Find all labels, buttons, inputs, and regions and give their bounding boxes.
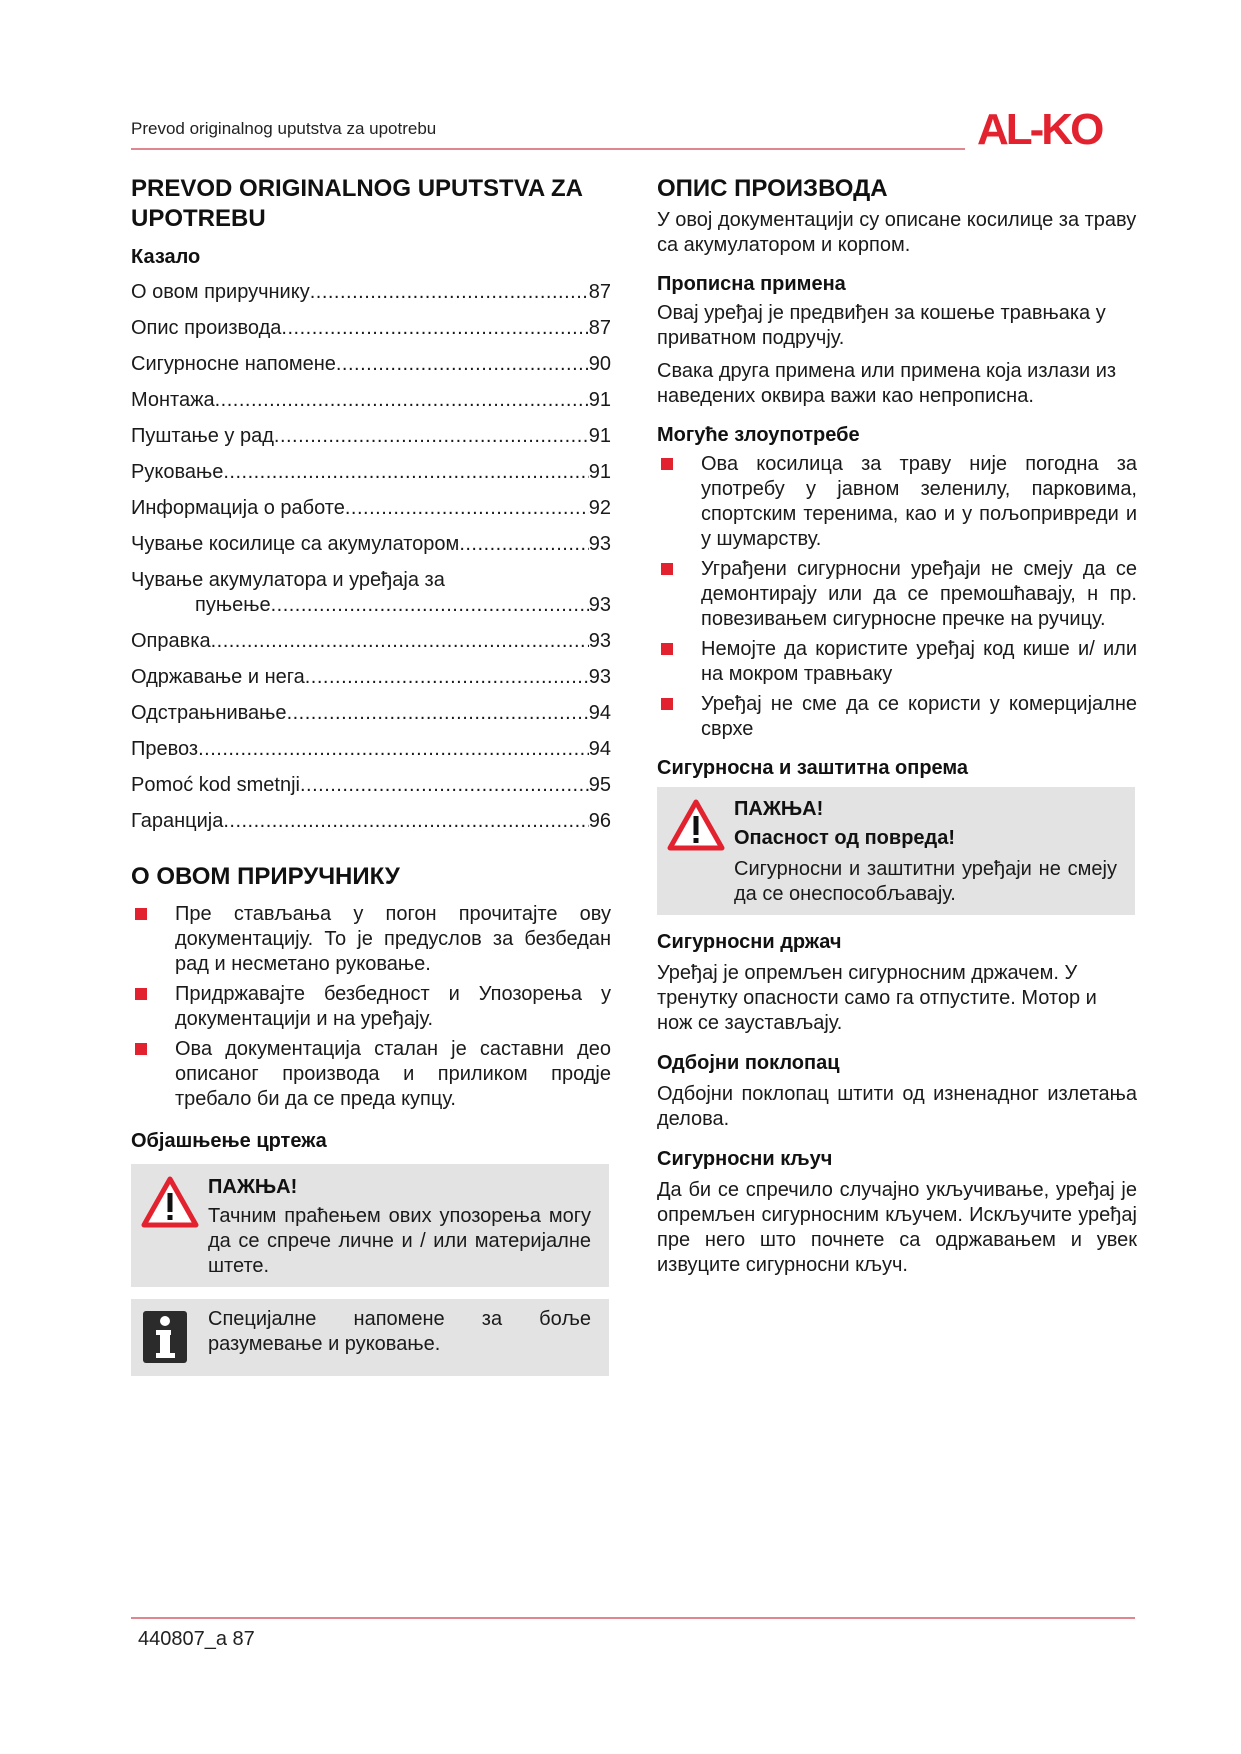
toc-item-title: Одстрањнивање [131,702,287,724]
table-of-contents [131,280,611,834]
toc-item[interactable] [131,737,611,762]
toc-item-title: Оправка [131,630,211,652]
alko-logo [977,108,1137,150]
bullet-square-icon [661,643,673,655]
toc-item-title: Pomoć kod smetnji [131,774,300,796]
warning-triangle-icon [667,799,725,851]
list-item: Ова косилица за траву није погодна за употребу у јавном зеленилу, парковима, спортским теренима, као и у пољопривреди и у шумарству. [657,452,1137,552]
bullet-square-icon [135,908,147,920]
toc-item-page: 87 [588,317,611,339]
list-item: Пре стављања у погон прочитајте ову документацију. То је предуслов за безбедан рад и несметано руковање. [131,902,611,977]
toc-item[interactable] [131,352,611,377]
right-column [657,174,1137,1278]
danger-subtitle: Опасност од повреда! [734,827,956,849]
toc-item-title: Руковање [131,461,224,483]
toc-item[interactable] [131,809,611,834]
toc-item[interactable] [131,665,611,690]
bullet-square-icon [661,458,673,470]
deflector-cover-text: Одбојни поклопац штити од изненадног излетања делова. [657,1083,1137,1130]
product-description-title: ОПИС ПРОИЗВОДА [657,175,888,202]
toc-item-page: 93 [588,630,611,652]
danger-text: Сигурносни и заштитни уређаји не смеју да се онеспособљавају. [734,858,1117,905]
toc-item-page: 90 [588,353,611,375]
left-column [131,174,611,1376]
bullet-square-icon [661,698,673,710]
info-box [131,1299,609,1376]
toc-item-page: 96 [588,810,611,832]
danger-warning-box [657,787,1135,915]
toc-heading: Казало [131,246,201,268]
bullet-square-icon [135,1043,147,1055]
toc-item[interactable] [131,568,611,618]
header-divider [131,148,965,150]
misuse-title: Могуће злоупотребе [657,424,860,446]
alko-logo-text: AL-KO [977,108,1102,150]
about-section-title: О ОВОМ ПРИРУЧНИКУ [131,863,400,890]
toc-item[interactable] [131,496,611,521]
toc-item[interactable] [131,388,611,413]
toc-item-title: Опис производа [131,317,282,339]
list-item: Немојте да користите уређај код кише и/ или на мокром травњаку [657,637,1137,687]
legend-title: Објашњење цртежа [131,1130,327,1152]
list-item: Придржавајте безбедност и Упозорења у документацији и на уређају. [131,982,611,1032]
warning-box [131,1164,609,1287]
toc-item-title: Одржавање и нега [131,666,305,688]
toc-item-title: Сигурносне напомене [131,353,336,375]
warning-text: Тачним праћењем ових упозорења могу да се спрече личне и / или материјалне штете. [208,1205,591,1277]
toc-item-page: 93 [588,594,611,616]
product-intro: У овој документацији су описане косилице за траву са акумулатором и корпом. [657,209,1137,256]
bullet-square-icon [135,988,147,1000]
toc-item-page: 94 [588,702,611,724]
toc-item-title: Превоз [131,738,199,760]
toc-item-title: Чување косилице са акумулатором [131,533,460,555]
toc-item-title: О овом приручнику [131,281,310,303]
toc-item-title: Монтажа [131,389,215,411]
bullet-square-icon [661,563,673,575]
toc-item[interactable] [131,773,611,798]
toc-item[interactable] [131,424,611,449]
toc-item-page: 93 [588,533,611,555]
toc-item[interactable] [131,701,611,726]
intended-use-text-1: Овај уређај је предвиђен за кошење травњака у приватном подручју. [657,302,1106,349]
toc-item-page: 93 [588,666,611,688]
toc-item-title: Чување акумулатора и уређаја за [131,569,445,591]
toc-item-title: Информација о работе [131,497,345,519]
about-bullet-list [131,902,611,1112]
toc-item-title: Пуштање у рад [131,425,274,447]
footer-divider [131,1617,1135,1619]
toc-item-page: 92 [588,497,611,519]
safety-key-text: Да би се спречило случајно укључивање, уређај је опремљен сигурносним кључем. Искључите уређај пре него што почнете са одржавањем и увек извуците сигурносни кључ. [657,1179,1137,1276]
list-item: Ова документација сталан је саставни део описаног производа и приликом продје требало би да се преда купцу. [131,1037,611,1112]
intended-use-title: Прописна примена [657,273,846,295]
list-item: Уређај не сме да се користи у комерцијалне сврхе [657,692,1137,742]
info-text: Специјалне напомене за боље разумевање и руковање. [208,1308,591,1355]
footer-page-ref: 440807_a 87 [138,1628,255,1650]
toc-item-page: 91 [588,389,611,411]
toc-item-page: 91 [588,425,611,447]
safety-holder-title: Сигурносни држач [657,931,842,953]
warning-title: ПАЖЊА! [208,1176,298,1198]
info-icon [143,1311,187,1363]
toc-item-page: 91 [588,461,611,483]
toc-item[interactable] [131,280,611,305]
safety-key-title: Сигурносни кључ [657,1148,833,1170]
toc-item[interactable] [131,532,611,557]
toc-item[interactable] [131,316,611,341]
toc-item-page: 95 [588,774,611,796]
warning-triangle-icon [141,1176,199,1228]
list-item: Уграђени сигурносни уређаји не смеју да се демонтирају или да се премошћавају, н пр. повезивањем сигурносне пречке на ручицу. [657,557,1137,632]
toc-item-page: 87 [588,281,611,303]
toc-item-title-cont: пуњење [195,594,271,616]
main-title: PREVOD ORIGINALNOG UPUTSTVA ZA UPOTREBU [131,175,583,232]
danger-title: ПАЖЊА! [734,798,824,820]
safety-equipment-title: Сигурносна и заштитна опрема [657,757,969,779]
deflector-cover-title: Одбојни поклопац [657,1052,840,1074]
intended-use-text-2: Свака друга примена или примена која излази из наведених оквира важи као непрописна. [657,360,1117,407]
toc-item-page: 94 [588,738,611,760]
toc-item[interactable] [131,460,611,485]
header-title: Prevod originalnog uputstva za upotrebu [131,119,437,138]
toc-item-title: Гаранција [131,810,224,832]
safety-holder-text: Уређај је опремљен сигурносним држачем. У тренутку опасности само га отпустите. Мотор и нож се заустављају. [657,962,1097,1034]
misuse-bullet-list [657,452,1137,742]
toc-item[interactable] [131,629,611,654]
